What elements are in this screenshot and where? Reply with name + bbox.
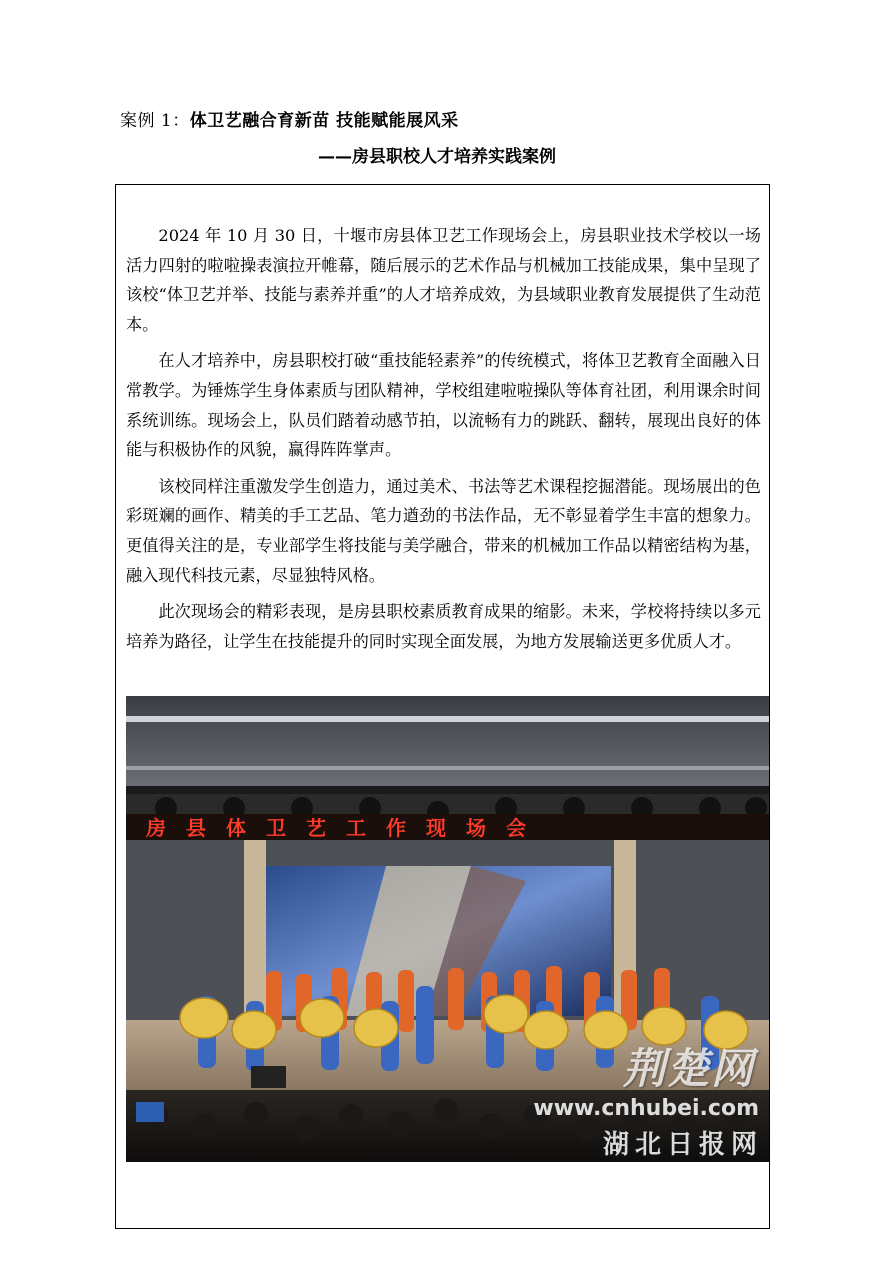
- case-subtitle: ——房县职校人才培养实践案例: [318, 147, 556, 167]
- case-title-main: 体卫艺融合育新苗 技能赋能展风采: [189, 111, 459, 131]
- paragraph-2: 在人才培养中，房县职校打破“重技能轻素养”的传统模式，将体卫艺教育全面融入日常教学。为锤炼学生身体素质与团队精神，学校组建啦啦操队等体育社团，利用课余时间系统训练。现场会上，队员们踏着动感节拍，以流畅有力的跳跃、翻转，展现出良好的体能与积极协作的风貌，赢得阵阵掌声。: [126, 351, 761, 460]
- led-banner: 房县体卫艺工作现场会: [146, 816, 546, 840]
- case-title-prefix: 案例 1：: [120, 111, 190, 131]
- case-title: [120, 106, 459, 131]
- article-body: [126, 221, 761, 663]
- watermark-site-name: 湖北日报网: [602, 1130, 763, 1160]
- watermark-url: www.cnhubei.com: [533, 1096, 759, 1121]
- paragraph-4: 此次现场会的精彩表现，是房县职校素质教育成果的缩影。未来，学校将持续以多元培养为路径，让学生在技能提升的同时实现全面发展，为地方发展输送更多优质人才。: [126, 602, 761, 651]
- paragraph-1: 2024 年 10 月 30 日，十堰市房县体卫艺工作现场会上，房县职业技术学校以一场活力四射的啦啦操表演拉开帷幕，随后展示的艺术作品与机械加工技能成果，集中呈现了该校“体卫艺并举、技能与素养并重”的人才培养成效，为县域职业教育发展提供了生动范本。: [126, 226, 761, 334]
- performance-photo: [126, 696, 769, 1162]
- paragraph-3: 该校同样注重激发学生创造力，通过美术、书法等艺术课程挖掘潜能。现场展出的色彩斑斓的画作、精美的手工艺品、笔力遒劲的书法作品，无不彰显着学生丰富的想象力。更值得关注的是，专业部学生将技能与美学融合，带来的机械加工作品以精密结构为基，融入现代科技元素，尽显独特风格。: [126, 476, 761, 585]
- article-frame: [115, 184, 770, 1229]
- watermark-logo: 荆楚网: [622, 1044, 755, 1093]
